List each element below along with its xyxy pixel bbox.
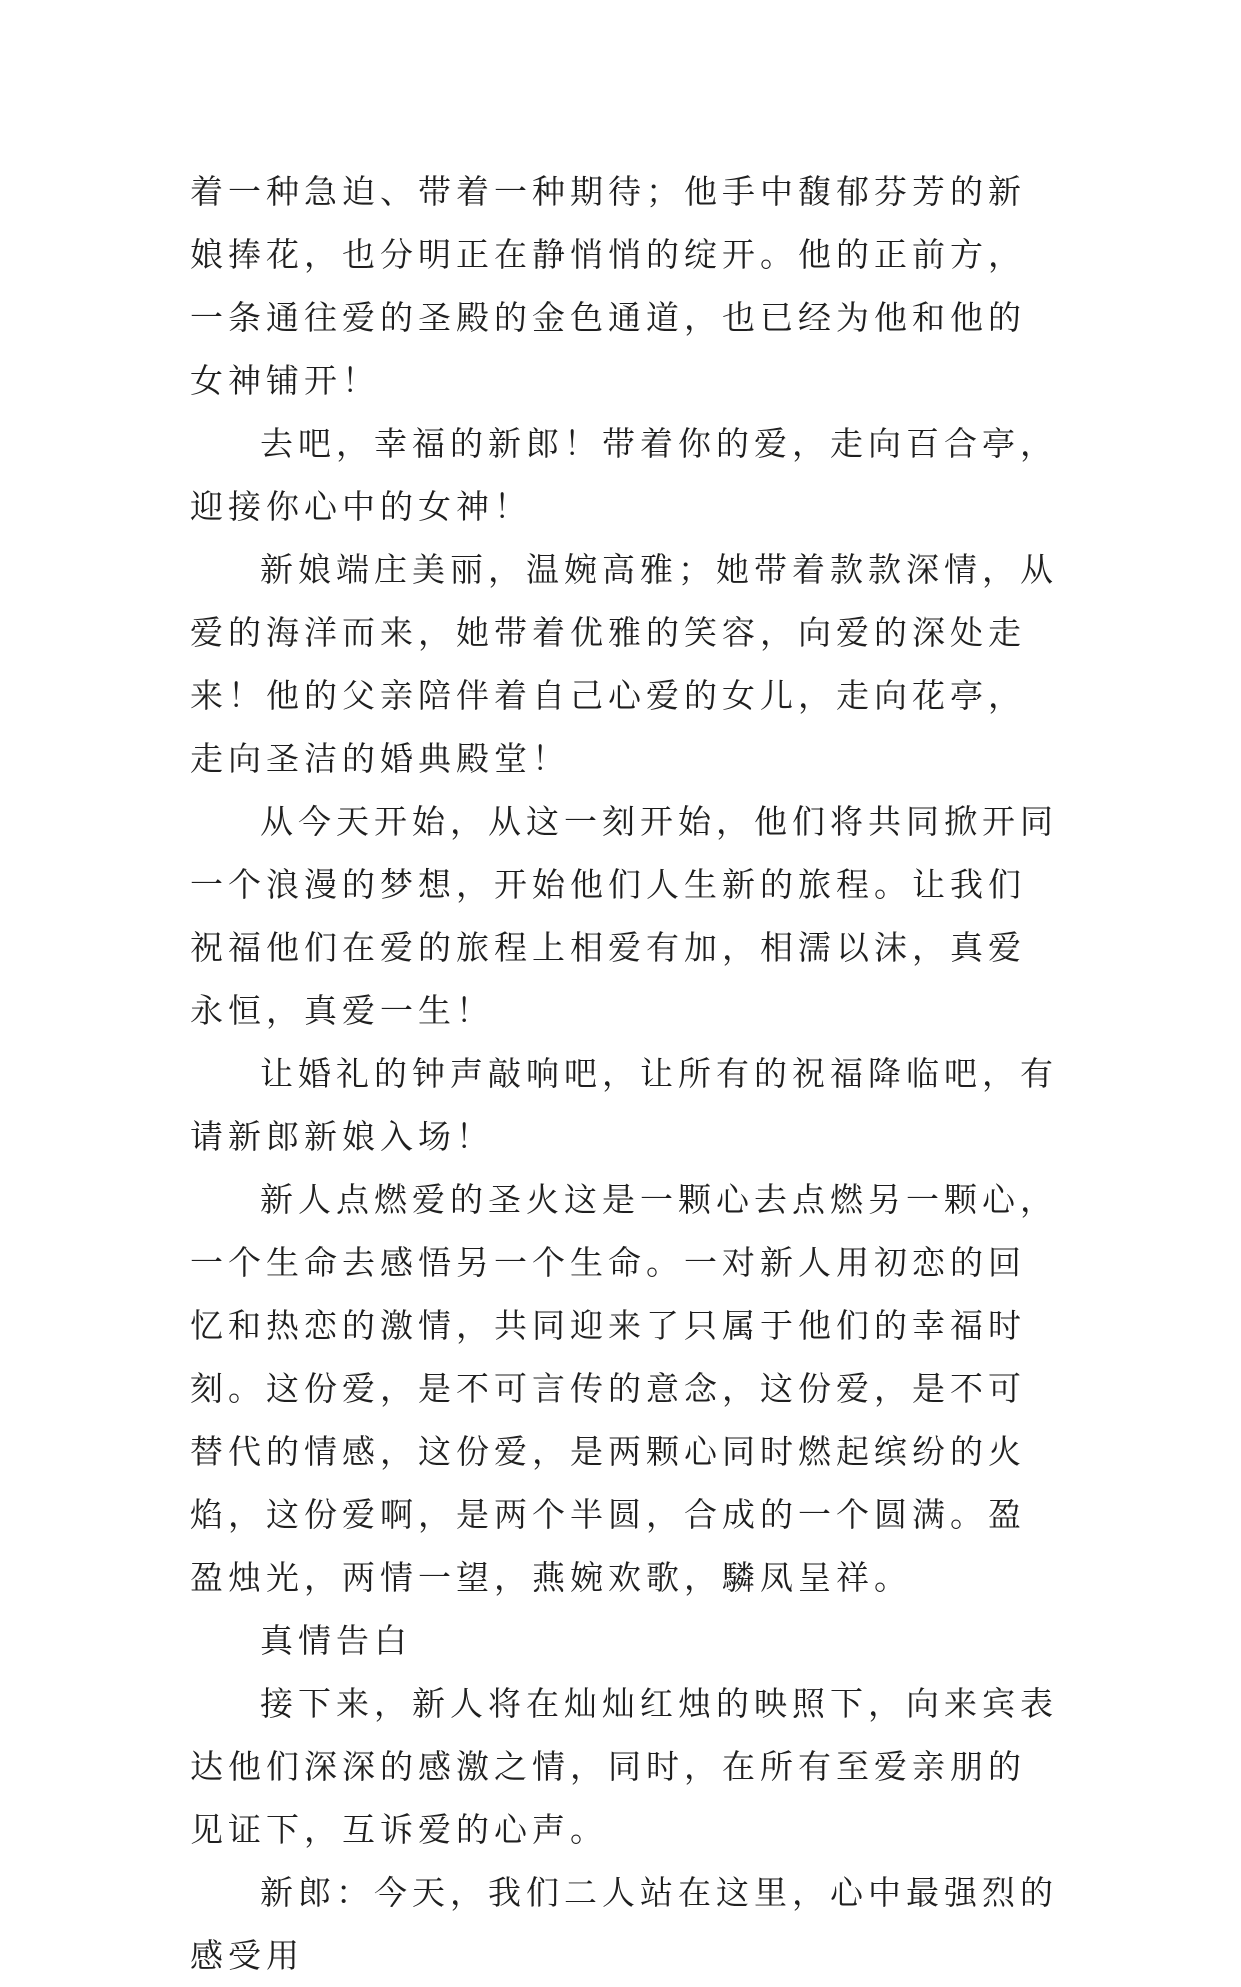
paragraph: 着一种急迫、带着一种期待；他手中馥郁芬芳的新娘捧花，也分明正在静悄悄的绽开。他的正前方，一条通往爱的圣殿的金色通道，也已经为他和他的女神铺开！	[190, 172, 1026, 400]
document-body	[190, 160, 1062, 1987]
paragraph: 新人点燃爱的圣火这是一颗心去点燃另一颗心，一个生命去感悟另一个生命。一对新人用初恋的回忆和热恋的激情，共同迎来了只属于他们的幸福时刻。这份爱，是不可言传的意念，这份爱，是不可替代的情感，这份爱，是两颗心同时燃起缤纷的火焰，这份爱啊，是两个半圆，合成的一个圆满。盈盈烛光，两情一望，燕婉欢歌，驎凤呈祥。	[190, 1180, 1058, 1597]
paragraph: 新郎：今天，我们二人站在这里，心中最强烈的感受用	[190, 1873, 1058, 1975]
paragraph: 接下来，新人将在灿灿红烛的映照下，向来宾表达他们深深的感激之情，同时，在所有至爱亲朋的见证下，互诉爱的心声。	[190, 1684, 1058, 1849]
paragraph: 新娘端庄美丽，温婉高雅；她带着款款深情，从爱的海洋而来，她带着优雅的笑容，向爱的深处走来！他的父亲陪伴着自己心爱的女儿，走向花亭，走向圣洁的婚典殿堂！	[190, 550, 1058, 778]
paragraph: 去吧，幸福的新郎！带着你的爱，走向百合亭，迎接你心中的女神！	[190, 424, 1058, 526]
section-heading: 真情告白	[260, 1621, 412, 1660]
paragraph: 从今天开始，从这一刻开始，他们将共同掀开同一个浪漫的梦想，开始他们人生新的旅程。让我们祝福他们在爱的旅程上相爱有加，相濡以沫，真爱永恒，真爱一生！	[190, 802, 1058, 1030]
paragraph: 让婚礼的钟声敲响吧，让所有的祝福降临吧，有请新郎新娘入场！	[190, 1054, 1058, 1156]
